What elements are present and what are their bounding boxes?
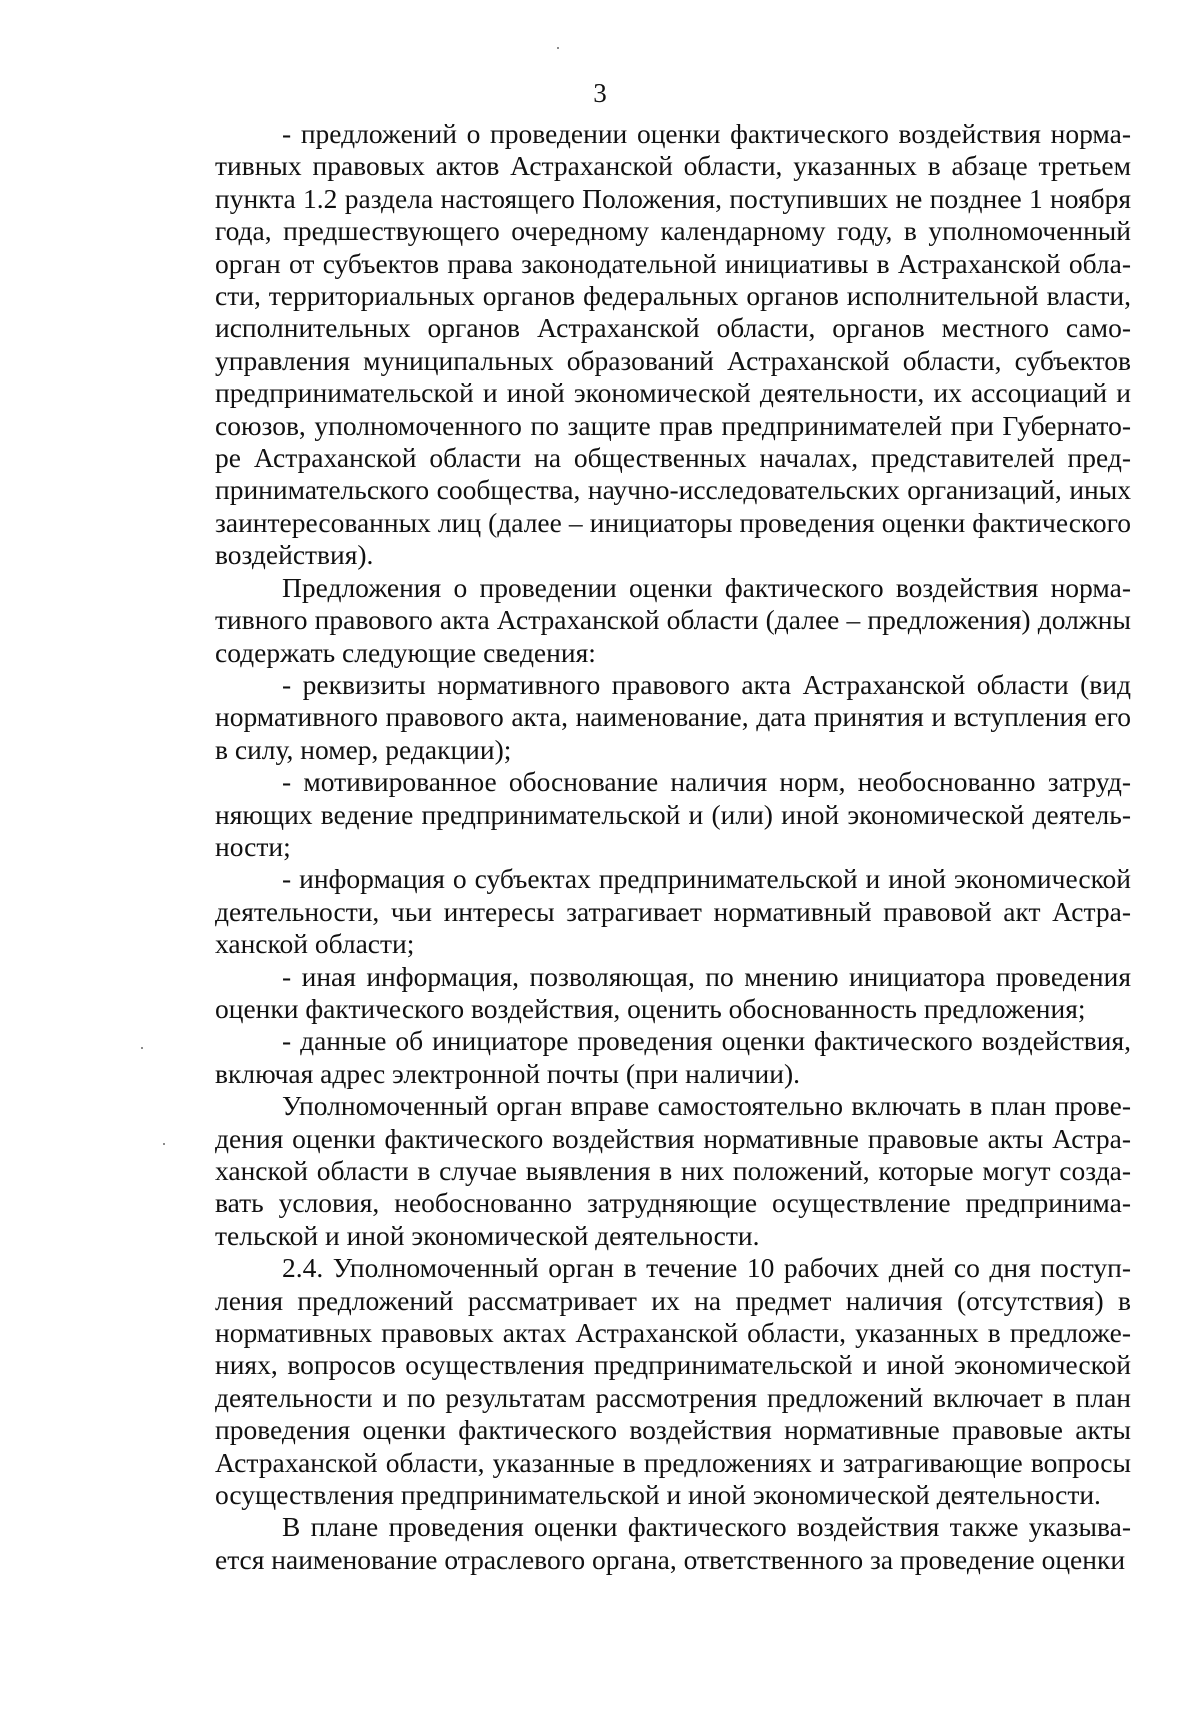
paragraph-other-info: - иная информация, позволяющая, по мнению инициатора проведения оценки фактического воздействия, оценить обоснованность предложения; <box>215 960 1131 1024</box>
scan-speck <box>163 1143 165 1145</box>
paragraph-subjects-info: - информация о субъектах предпринимательской и иной экономической деятельности, чьи интересы затрагивает нормативный правовой акт Астраханской области; <box>215 863 1131 960</box>
scan-speck <box>557 47 559 49</box>
page-number: 3 <box>593 78 607 108</box>
paragraph-proposals-content: Предложения о проведении оценки фактического воздействия нормативного правового акта Астраханской области (далее – предложения) должны содержать следующие сведения: <box>215 571 1131 668</box>
paragraph-section-2-4: 2.4. Уполномоченный орган в течение 10 рабочих дней со дня поступления предложений рассматривает их на предмет наличия (отсутствия) в нормативных правовых актах Астраханской области, указанных в предложениях, вопросов осуществления предпринимательской и иной экономической деятельности и по результатам рассмотрения предложений включает в план проведения оценки фактического воздействия нормативные правовые акты Астраханской области, указанные в предложениях и затрагивающие вопросы осуществления предпринимательской и иной экономической деятельности. <box>215 1252 1131 1511</box>
paragraph-proposals-list-item: - предложений о проведении оценки фактического воздействия нормативных правовых актов Астраханской области, указанных в абзаце третьем пункта 1.2 раздела настоящего Положения, поступивших не позднее 1 ноября года, предшествующего очередному календарному году, в уполномоченный орган от субъектов права законодательной инициативы в Астраханской области, территориальных органов федеральных органов исполнительной власти, исполнительных органов Астраханской области, органов местного самоуправления муниципальных образований Астраханской области, субъектов предпринимательской и иной экономической деятельности, их ассоциаций и союзов, уполномоченного по защите прав предпринимателей при Губернаторе Астраханской области на общественных началах, представителей предпринимательского сообщества, научно-исследовательских организаций, иных заинтересованных лиц (далее – инициаторы проведения оценки фактического воздействия). <box>215 118 1131 571</box>
paragraph-initiator-data: - данные об инициаторе проведения оценки фактического воздействия, включая адрес электронной почты (при наличии). <box>215 1025 1131 1089</box>
paragraph-requisites: - реквизиты нормативного правового акта Астраханской области (вид нормативного правового акта, наименование, дата принятия и вступления его в силу, номер, редакции); <box>215 668 1131 765</box>
paragraph-authorized-body-right: Уполномоченный орган вправе самостоятельно включать в план проведения оценки фактического воздействия нормативные правовые акты Астраханской области в случае выявления в них положений, которые могут создавать условия, необоснованно затрудняющие осуществление предпринимательской и иной экономической деятельности. <box>215 1090 1131 1251</box>
paragraph-plan-responsible-body: В плане проведения оценки фактического воздействия также указывается наименование отраслевого органа, ответственного за проведение оценки <box>215 1511 1131 1575</box>
scan-speck <box>141 1047 143 1049</box>
paragraph-justification: - мотивированное обоснование наличия норм, необоснованно затрудняющих ведение предпринимательской и (или) иной экономической деятельности; <box>215 766 1131 862</box>
document-body <box>215 118 1131 1576</box>
